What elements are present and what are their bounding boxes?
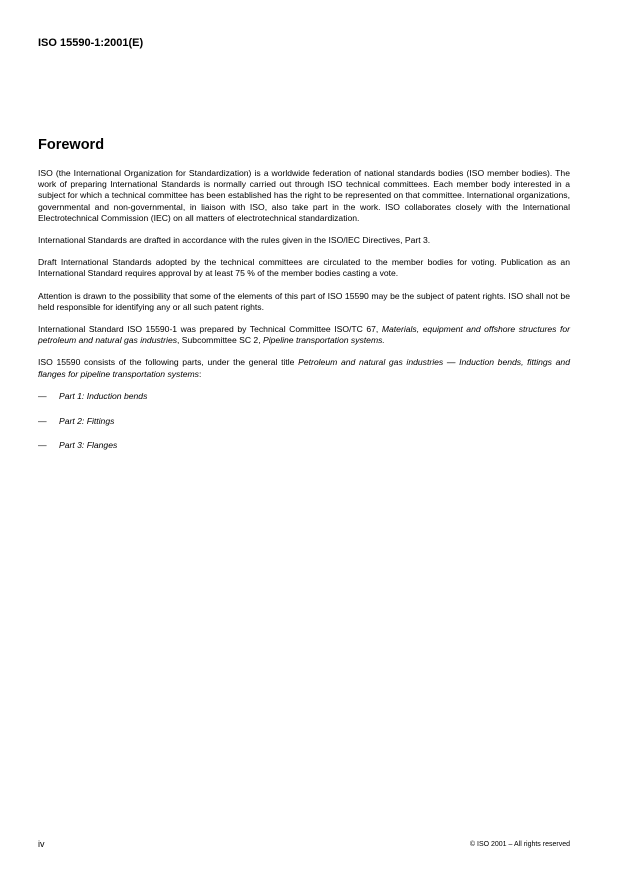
copyright-notice: © ISO 2001 – All rights reserved (469, 841, 570, 848)
parts-intro-colon: : (198, 368, 202, 379)
part-label: Part 3: Flanges (59, 440, 118, 451)
dash-bullet: — (38, 390, 47, 401)
prepared-by-text-2: , Subcommittee SC 2, (177, 335, 263, 346)
parts-list (38, 391, 570, 452)
subcommittee-title: Pipeline transportation systems. (263, 335, 385, 346)
paragraph-directives: International Standards are drafted in accordance with the rules given in the ISO/IEC Directives, Part 3. (38, 235, 431, 246)
list-item (38, 391, 570, 402)
committee-title: Materials, equipment and offshore structures for petroleum and natural gas industries (38, 324, 571, 346)
list-item (38, 416, 570, 427)
page-title: Foreword (38, 137, 105, 153)
parts-intro-text: ISO 15590 consists of the following parts, under the general title (38, 357, 299, 368)
paragraph-iso-intro: ISO (the International Organization for Standardization) is a worldwide federation of national standards bodies (ISO member bodies). The work of preparing International Standards is normally carried out through ISO technical committees. Each member body interested in a subject for which a technical committee has been established has the right to be represented on that committee. International organizations, governmental and non-governmental, in liaison with ISO, also take part in the work. ISO collaborates closely with the International Electrotechnical Commission (IEC) on all matters of electrotechnical standardization. (38, 168, 570, 223)
prepared-by-text-1: International Standard ISO 15590-1 was prepared by Technical Committee ISO/TC 67, (38, 324, 382, 335)
part-label: Part 2: Fittings (59, 415, 115, 426)
list-item (38, 440, 570, 451)
general-title: Petroleum and natural gas industries — Induction bends, fittings and flanges for pipeline transportation systems (38, 357, 570, 379)
dash-bullet: — (38, 415, 47, 426)
foreword-body (38, 168, 570, 465)
paragraph-patent: Attention is drawn to the possibility that some of the elements of this part of ISO 15590 may be the subject of patent rights. ISO shall not be held responsible for identifying any or all such patent rights. (38, 290, 570, 312)
paragraph-prepared-by (38, 324, 570, 346)
document-id-header: ISO 15590-1:2001(E) (38, 37, 144, 49)
part-label: Part 1: Induction bends (59, 390, 148, 401)
paragraph-voting: Draft International Standards adopted by the technical committees are circulated to the member bodies for voting. Publication as an International Standard requires approval by at least 75 % of the member bodies casting a vote. (38, 257, 570, 279)
paragraph-parts-intro (38, 357, 570, 379)
page-number: iv (38, 839, 45, 849)
dash-bullet: — (38, 440, 47, 451)
